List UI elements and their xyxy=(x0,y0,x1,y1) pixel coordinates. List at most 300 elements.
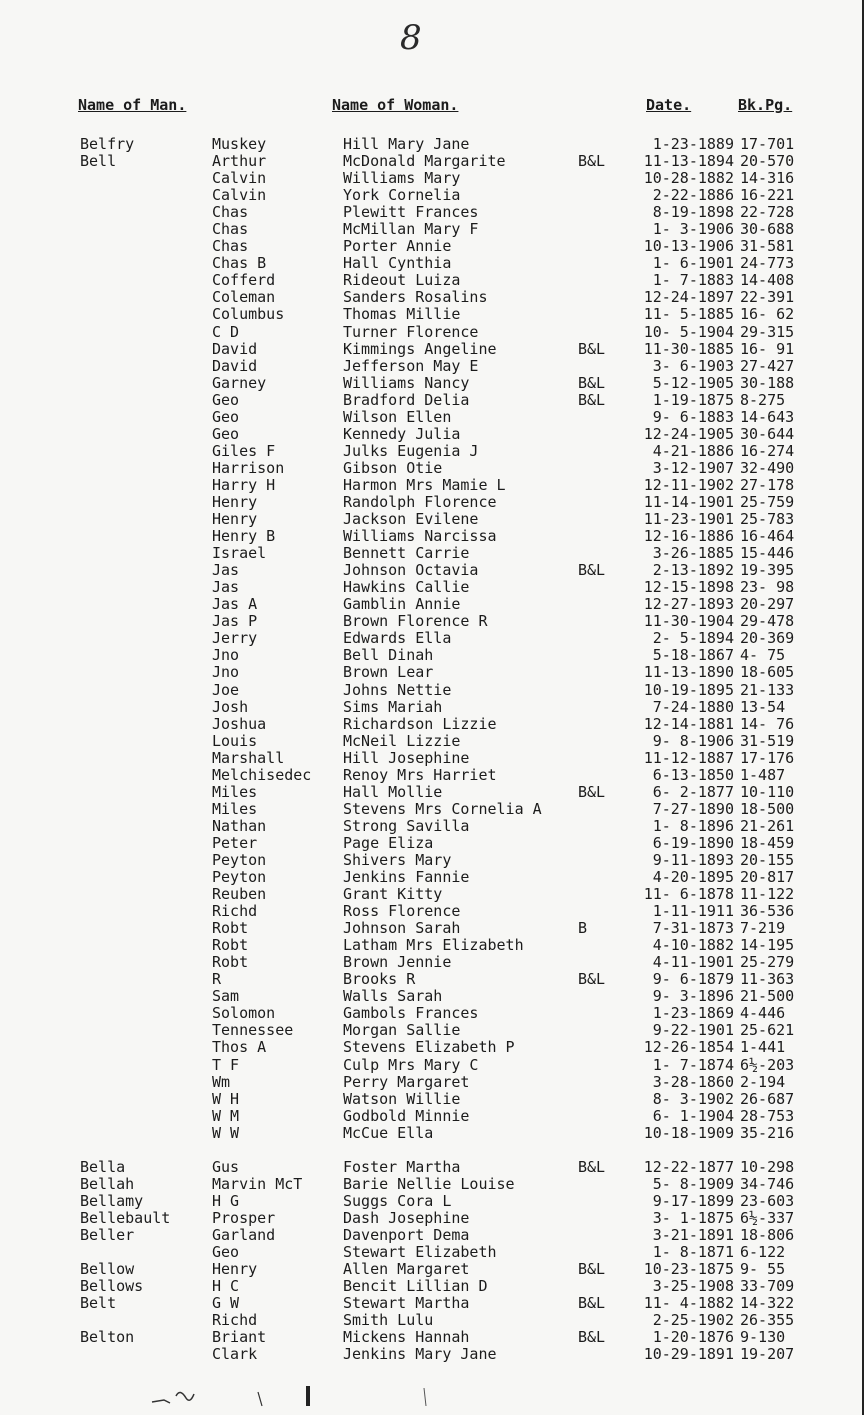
book-page-ref: 22-728 xyxy=(740,203,795,222)
book-page-ref: 20-570 xyxy=(740,152,795,171)
bond-license-mark: B&L xyxy=(578,561,606,580)
man-surname: Bellebault xyxy=(80,1208,171,1227)
woman-name: Gibson Otie xyxy=(343,458,443,477)
record-row xyxy=(0,852,864,869)
marriage-date: 12-11-1902 xyxy=(643,475,734,494)
man-given-name: Henry xyxy=(212,1260,258,1279)
woman-name: Kimmings Angeline xyxy=(343,339,497,358)
woman-name: Dash Josephine xyxy=(343,1208,470,1227)
marriage-date: 1- 7-1883 xyxy=(652,271,734,290)
man-given-name: Nathan xyxy=(212,816,267,835)
record-row xyxy=(0,358,864,375)
record-row xyxy=(0,733,864,750)
woman-name: Culp Mrs Mary C xyxy=(343,1055,479,1074)
book-page-ref: 19-207 xyxy=(740,1345,795,1364)
record-row xyxy=(0,1244,864,1261)
woman-name: Sims Mariah xyxy=(343,697,443,716)
man-given-name: Jas A xyxy=(212,595,258,614)
woman-name: Johns Nettie xyxy=(343,680,452,699)
book-page-ref: 13-54 xyxy=(740,697,786,716)
man-given-name: C D xyxy=(212,322,240,341)
man-given-name: Gus xyxy=(212,1157,240,1176)
record-row xyxy=(0,1039,864,1056)
man-given-name: Wm xyxy=(212,1072,231,1091)
marriage-date: 11- 6-1878 xyxy=(643,885,734,904)
man-given-name: Geo xyxy=(212,1243,240,1261)
man-given-name: Geo xyxy=(212,390,240,409)
marriage-date: 10-19-1895 xyxy=(643,680,734,699)
record-row xyxy=(0,477,864,494)
record-row xyxy=(0,460,864,477)
book-page-ref: 25-783 xyxy=(740,510,795,529)
marriage-date: 1-23-1889 xyxy=(652,135,734,153)
man-given-name: Geo xyxy=(212,424,240,443)
woman-name: Suggs Cora L xyxy=(343,1191,452,1210)
record-row xyxy=(0,647,864,664)
book-page-ref: 1-441 xyxy=(740,1038,786,1057)
bond-license-mark: B&L xyxy=(578,1260,606,1279)
marriage-date: 4-11-1901 xyxy=(652,953,734,972)
man-given-name: Tennessee xyxy=(212,1021,294,1040)
man-given-name: Giles F xyxy=(212,441,276,460)
man-surname: Bellah xyxy=(80,1174,135,1193)
marriage-date: 11-12-1887 xyxy=(643,748,734,767)
record-row xyxy=(0,272,864,289)
record-row xyxy=(0,801,864,818)
record-row xyxy=(0,664,864,681)
man-given-name: G W xyxy=(212,1294,240,1313)
man-given-name: David xyxy=(212,339,258,358)
man-given-name: Arthur xyxy=(212,152,267,171)
book-page-ref: 11-122 xyxy=(740,885,795,904)
record-row xyxy=(0,1261,864,1278)
man-given-name: Israel xyxy=(212,544,267,563)
woman-name: Smith Lulu xyxy=(343,1311,434,1330)
man-given-name: Josh xyxy=(212,697,249,716)
marriage-date: 3-21-1891 xyxy=(652,1225,734,1244)
woman-name: Williams Narcissa xyxy=(343,527,497,546)
marriage-date: 6- 2-1877 xyxy=(652,782,734,801)
record-row xyxy=(0,255,864,272)
book-page-ref: 10-110 xyxy=(740,782,795,801)
man-given-name: Jerry xyxy=(212,629,258,648)
man-given-name: Garney xyxy=(212,373,267,392)
woman-name: Perry Margaret xyxy=(343,1072,470,1091)
book-page-ref: 14-316 xyxy=(740,169,795,188)
woman-name: Turner Florence xyxy=(343,322,479,341)
man-given-name: Jas xyxy=(212,578,240,597)
woman-name: Porter Annie xyxy=(343,237,452,256)
marriage-date: 11-30-1904 xyxy=(643,612,734,631)
man-given-name: Jno xyxy=(212,646,240,665)
book-page-ref: 17-176 xyxy=(740,748,795,767)
woman-name: Johnson Sarah xyxy=(343,919,461,938)
marriage-date: 10- 5-1904 xyxy=(643,322,734,341)
book-page-ref: 32-490 xyxy=(740,458,795,477)
man-given-name: Briant xyxy=(212,1328,267,1347)
marriage-date: 3- 6-1903 xyxy=(652,356,734,375)
book-page-ref: 17-701 xyxy=(740,135,795,153)
man-given-name: Robt xyxy=(212,953,249,972)
man-given-name: W H xyxy=(212,1089,240,1108)
book-page-ref: 30-188 xyxy=(740,373,795,392)
record-row xyxy=(0,306,864,323)
bond-license-mark: B&L xyxy=(578,339,606,358)
marriage-date: 10-13-1906 xyxy=(643,237,734,256)
book-page-ref: 30-688 xyxy=(740,220,795,239)
book-page-ref: 16- 62 xyxy=(740,305,795,324)
record-row xyxy=(0,1176,864,1193)
book-page-ref: 14-643 xyxy=(740,407,795,426)
book-page-ref: 16-274 xyxy=(740,441,795,460)
woman-name: Jenkins Fannie xyxy=(343,868,470,887)
woman-name: York Cornelia xyxy=(343,186,461,205)
record-row xyxy=(0,596,864,613)
record-row xyxy=(0,886,864,903)
record-row xyxy=(0,324,864,341)
marriage-date: 1- 7-1874 xyxy=(652,1055,734,1074)
marriage-date: 11- 5-1885 xyxy=(643,305,734,324)
record-row xyxy=(0,1074,864,1091)
man-given-name: Melchisedec xyxy=(212,765,312,784)
book-page-ref: 18-605 xyxy=(740,663,795,682)
woman-name: Bradford Delia xyxy=(343,390,470,409)
marriage-date: 12-14-1881 xyxy=(643,714,734,733)
woman-name: Stevens Elizabeth P xyxy=(343,1038,515,1057)
header-date: Date. xyxy=(646,96,692,114)
marriage-date: 6-19-1890 xyxy=(652,833,734,852)
woman-name: Brooks R xyxy=(343,970,416,989)
book-page-ref: 14- 76 xyxy=(740,714,795,733)
record-row xyxy=(0,903,864,920)
book-page-ref: 21-261 xyxy=(740,816,795,835)
woman-name: Bennett Carrie xyxy=(343,544,470,563)
book-page-ref: 14-408 xyxy=(740,271,795,290)
record-row xyxy=(0,1329,864,1346)
book-page-ref: 26-355 xyxy=(740,1311,795,1330)
bond-license-mark: B&L xyxy=(578,1294,606,1313)
bond-license-mark: B&L xyxy=(578,1157,606,1176)
man-given-name: Peyton xyxy=(212,868,267,887)
woman-name: Barie Nellie Louise xyxy=(343,1174,515,1193)
record-row xyxy=(0,392,864,409)
book-page-ref: 35-216 xyxy=(740,1123,795,1142)
record-row xyxy=(0,682,864,699)
marriage-date: 2- 5-1894 xyxy=(652,629,734,648)
header-book-page: Bk.Pg. xyxy=(738,96,793,114)
record-row xyxy=(0,375,864,392)
record-row xyxy=(0,1057,864,1074)
marriage-date: 7-31-1873 xyxy=(652,919,734,938)
book-page-ref: 25-621 xyxy=(740,1021,795,1040)
record-row xyxy=(0,136,864,153)
man-given-name: Calvin xyxy=(212,169,267,188)
record-row xyxy=(0,1312,864,1329)
man-surname: Belfry xyxy=(80,135,135,153)
marriage-date: 6- 1-1904 xyxy=(652,1106,734,1125)
bond-license-mark: B&L xyxy=(578,152,606,171)
book-page-ref: 28-753 xyxy=(740,1106,795,1125)
record-row xyxy=(0,937,864,954)
man-given-name: Chas xyxy=(212,237,249,256)
man-given-name: Thos A xyxy=(212,1038,267,1057)
marriage-date: 4-10-1882 xyxy=(652,936,734,955)
man-given-name: Marshall xyxy=(212,748,285,767)
book-page-ref: 16-221 xyxy=(740,186,795,205)
man-given-name: Columbus xyxy=(212,305,285,324)
marriage-date: 3-12-1907 xyxy=(652,458,734,477)
woman-name: Thomas Millie xyxy=(343,305,461,324)
marriage-date: 1- 8-1896 xyxy=(652,816,734,835)
page-number: 8 xyxy=(400,18,422,58)
man-given-name: Richd xyxy=(212,1311,258,1330)
bond-license-mark: B&L xyxy=(578,782,606,801)
marriage-date: 1-11-1911 xyxy=(652,902,734,921)
pen-marks-scribble xyxy=(150,1384,430,1408)
record-row xyxy=(0,1295,864,1312)
man-given-name: Harrison xyxy=(212,458,285,477)
book-page-ref: 25-759 xyxy=(740,492,795,511)
book-page-ref: 14-195 xyxy=(740,936,795,955)
book-page-ref: 20-369 xyxy=(740,629,795,648)
man-given-name: H C xyxy=(212,1277,240,1296)
man-given-name: Jas xyxy=(212,561,240,580)
woman-name: Brown Jennie xyxy=(343,953,452,972)
record-row xyxy=(0,1227,864,1244)
marriage-date: 4-21-1886 xyxy=(652,441,734,460)
woman-name: Brown Lear xyxy=(343,663,434,682)
woman-name: Edwards Ella xyxy=(343,629,452,648)
marriage-date: 1- 6-1901 xyxy=(652,254,734,273)
woman-name: Stevens Mrs Cornelia A xyxy=(343,799,542,818)
man-given-name: Robt xyxy=(212,936,249,955)
woman-name: Stewart Elizabeth xyxy=(343,1243,497,1261)
book-page-ref: 26-687 xyxy=(740,1089,795,1108)
book-page-ref: 9-130 xyxy=(740,1328,786,1347)
man-given-name: Henry xyxy=(212,510,258,529)
woman-name: Gamblin Annie xyxy=(343,595,461,614)
record-row xyxy=(0,784,864,801)
record-row xyxy=(0,409,864,426)
woman-name: Hill Josephine xyxy=(343,748,470,767)
record-row xyxy=(0,579,864,596)
group-spacer xyxy=(0,1142,864,1159)
man-given-name: H G xyxy=(212,1191,240,1210)
man-given-name: Sam xyxy=(212,987,240,1006)
book-page-ref: 27-427 xyxy=(740,356,795,375)
man-given-name: Calvin xyxy=(212,186,267,205)
book-page-ref: 1-487 xyxy=(740,765,786,784)
woman-name: Plewitt Frances xyxy=(343,203,479,222)
book-page-ref: 22-391 xyxy=(740,288,795,307)
woman-name: Harmon Mrs Mamie L xyxy=(343,475,506,494)
book-page-ref: 4-446 xyxy=(740,1004,786,1023)
marriage-date: 3- 1-1875 xyxy=(652,1208,734,1227)
man-given-name: Joe xyxy=(212,680,240,699)
record-row xyxy=(0,920,864,937)
woman-name: Page Eliza xyxy=(343,833,434,852)
marriage-date: 11-13-1890 xyxy=(643,663,734,682)
record-row xyxy=(0,954,864,971)
marriage-date: 12-27-1893 xyxy=(643,595,734,614)
book-page-ref: 4- 75 xyxy=(740,646,786,665)
woman-name: Foster Martha xyxy=(343,1157,461,1176)
man-surname: Belton xyxy=(80,1328,135,1347)
marriage-date: 5- 8-1909 xyxy=(652,1174,734,1193)
book-page-ref: 7-219 xyxy=(740,919,786,938)
marriage-date: 6-13-1850 xyxy=(652,765,734,784)
woman-name: McDonald Margarite xyxy=(343,152,506,171)
record-row xyxy=(0,341,864,358)
bond-license-mark: B&L xyxy=(578,1328,606,1347)
man-given-name: Miles xyxy=(212,799,258,818)
record-row xyxy=(0,528,864,545)
marriage-date: 1-23-1869 xyxy=(652,1004,734,1023)
record-row xyxy=(0,971,864,988)
record-row xyxy=(0,818,864,835)
woman-name: Randolph Florence xyxy=(343,492,497,511)
record-row xyxy=(0,238,864,255)
marriage-date: 12-26-1854 xyxy=(643,1038,734,1057)
marriage-date: 9- 6-1883 xyxy=(652,407,734,426)
record-row xyxy=(0,869,864,886)
book-page-ref: 6½-203 xyxy=(740,1055,795,1074)
man-given-name: R xyxy=(212,970,222,989)
book-page-ref: 21-500 xyxy=(740,987,795,1006)
book-page-ref: 6½-337 xyxy=(740,1208,795,1227)
man-surname: Belt xyxy=(80,1294,117,1313)
book-page-ref: 16- 91 xyxy=(740,339,795,358)
woman-name: Hall Cynthia xyxy=(343,254,452,273)
woman-name: Johnson Octavia xyxy=(343,561,479,580)
book-page-ref: 15-446 xyxy=(740,544,795,563)
book-page-ref: 18-500 xyxy=(740,799,795,818)
record-row xyxy=(0,1193,864,1210)
marriage-date: 1- 3-1906 xyxy=(652,220,734,239)
record-row xyxy=(0,1346,864,1363)
woman-name: McCue Ella xyxy=(343,1123,434,1142)
man-given-name: Solomon xyxy=(212,1004,276,1023)
record-row xyxy=(0,426,864,443)
marriage-date: 1-20-1876 xyxy=(652,1328,734,1347)
woman-name: Renoy Mrs Harriet xyxy=(343,765,497,784)
book-page-ref: 10-298 xyxy=(740,1157,795,1176)
record-row xyxy=(0,187,864,204)
man-given-name: W M xyxy=(212,1106,240,1125)
book-page-ref: 27-178 xyxy=(740,475,795,494)
man-given-name: Reuben xyxy=(212,885,267,904)
marriage-date: 11-23-1901 xyxy=(643,510,734,529)
marriage-date: 1- 8-1871 xyxy=(652,1243,734,1261)
man-given-name: Robt xyxy=(212,919,249,938)
marriage-date: 4-20-1895 xyxy=(652,868,734,887)
woman-name: Jackson Evilene xyxy=(343,510,479,529)
marriage-date: 9-11-1893 xyxy=(652,850,734,869)
marriage-date: 12-24-1905 xyxy=(643,424,734,443)
book-page-ref: 16-464 xyxy=(740,527,795,546)
record-row xyxy=(0,716,864,733)
man-surname: Beller xyxy=(80,1225,135,1244)
marriage-records-list xyxy=(0,136,864,1363)
marriage-date: 10-23-1875 xyxy=(643,1260,734,1279)
marriage-date: 10-18-1909 xyxy=(643,1123,734,1142)
woman-name: Grant Kitty xyxy=(343,885,443,904)
record-row xyxy=(0,494,864,511)
man-surname: Bellow xyxy=(80,1260,135,1279)
man-given-name: Geo xyxy=(212,407,240,426)
book-page-ref: 8-275 xyxy=(740,390,786,409)
record-row xyxy=(0,545,864,562)
record-row xyxy=(0,221,864,238)
bond-license-mark: B&L xyxy=(578,390,606,409)
woman-name: Kennedy Julia xyxy=(343,424,461,443)
book-page-ref: 14-322 xyxy=(740,1294,795,1313)
woman-name: Williams Mary xyxy=(343,169,461,188)
man-given-name: Louis xyxy=(212,731,258,750)
record-row xyxy=(0,835,864,852)
woman-name: Wilson Ellen xyxy=(343,407,452,426)
woman-name: Walls Sarah xyxy=(343,987,443,1006)
man-given-name: Prosper xyxy=(212,1208,276,1227)
record-row xyxy=(0,1108,864,1125)
woman-name: McNeil Lizzie xyxy=(343,731,461,750)
man-surname: Bell xyxy=(80,152,117,171)
woman-name: Williams Nancy xyxy=(343,373,470,392)
marriage-date: 12-15-1898 xyxy=(643,578,734,597)
marriage-date: 5-18-1867 xyxy=(652,646,734,665)
marriage-date: 8- 3-1902 xyxy=(652,1089,734,1108)
woman-name: Gambols Frances xyxy=(343,1004,479,1023)
man-surname: Bellows xyxy=(80,1277,144,1296)
marriage-date: 9- 6-1879 xyxy=(652,970,734,989)
marriage-date: 5-12-1905 xyxy=(652,373,734,392)
woman-name: Jenkins Mary Jane xyxy=(343,1345,497,1364)
man-given-name: Marvin McT xyxy=(212,1174,303,1193)
man-given-name: Jno xyxy=(212,663,240,682)
woman-name: Hall Mollie xyxy=(343,782,443,801)
marriage-date: 10-29-1891 xyxy=(643,1345,734,1364)
book-page-ref: 29-478 xyxy=(740,612,795,631)
marriage-date: 9- 3-1896 xyxy=(652,987,734,1006)
book-page-ref: 23- 98 xyxy=(740,578,795,597)
woman-name: Godbold Minnie xyxy=(343,1106,470,1125)
woman-name: Sanders Rosalins xyxy=(343,288,488,307)
record-row xyxy=(0,1278,864,1295)
record-row xyxy=(0,170,864,187)
marriage-date: 9- 8-1906 xyxy=(652,731,734,750)
woman-name: Brown Florence R xyxy=(343,612,488,631)
record-row xyxy=(0,1005,864,1022)
marriage-date: 3-25-1908 xyxy=(652,1277,734,1296)
man-given-name: Richd xyxy=(212,902,258,921)
man-given-name: T F xyxy=(212,1055,240,1074)
book-page-ref: 23-603 xyxy=(740,1191,795,1210)
marriage-date: 7-27-1890 xyxy=(652,799,734,818)
record-row xyxy=(0,1022,864,1039)
man-given-name: Coleman xyxy=(212,288,276,307)
woman-name: Ross Florence xyxy=(343,902,461,921)
woman-name: Julks Eugenia J xyxy=(343,441,479,460)
marriage-date: 11-30-1885 xyxy=(643,339,734,358)
record-row xyxy=(0,443,864,460)
book-page-ref: 31-581 xyxy=(740,237,795,256)
woman-name: Shivers Mary xyxy=(343,850,452,869)
marriage-date: 12-16-1886 xyxy=(643,527,734,546)
record-row xyxy=(0,767,864,784)
header-name-of-woman: Name of Woman. xyxy=(332,96,459,114)
man-given-name: Jas P xyxy=(212,612,258,631)
man-given-name: Henry B xyxy=(212,527,276,546)
